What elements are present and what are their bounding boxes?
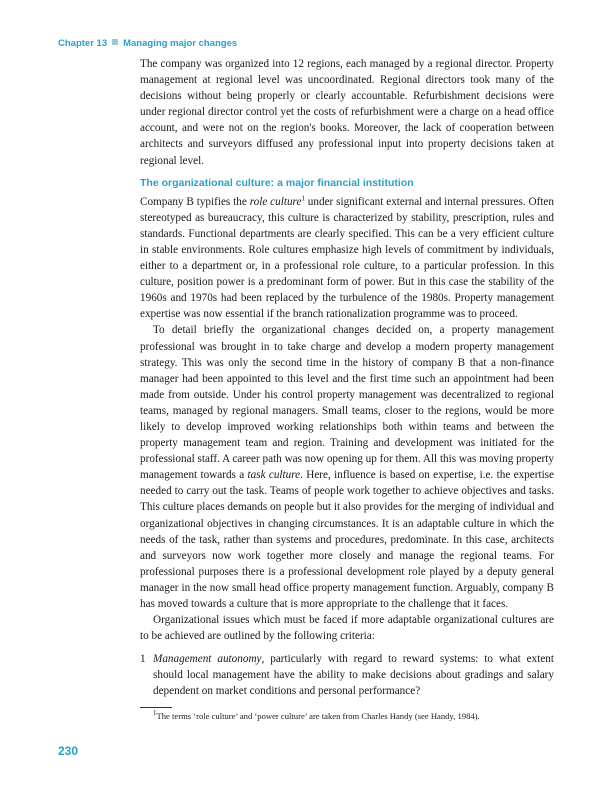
- footnote: [140, 710, 554, 722]
- footnote-marker: 1: [153, 708, 157, 717]
- running-header: [58, 38, 237, 49]
- paragraph-1: The company was organized into 12 regions, each managed by a regional director. Property management at regional level was uncoordinated. Regional directors took many of the decisions without being properly or clearly accountable. Refurbishment decisions were under regional director control yet the costs of refurbishment were a charge on a head office account, and were not on the region's books. Moreover, the lack of cooperation between architects and surveyors diffused any professional input into property decisions taken at regional level.: [140, 58, 554, 167]
- paragraph-2-start: Company B typifies the: [140, 195, 250, 208]
- role-culture-term: role culture: [249, 195, 302, 208]
- criteria-list: [140, 651, 554, 699]
- paragraph-4: Organizational issues which must be faced if more adaptable organizational cultures are to be achieved are outlined by the following criteria:: [140, 614, 554, 643]
- page-body: [140, 56, 554, 722]
- chapter-title: Managing major changes: [123, 38, 238, 49]
- footnote-ref: 1: [301, 193, 305, 202]
- page-number: 230: [58, 744, 79, 758]
- paragraph-3-start: To detail briefly the organizational changes decided on, a property management professional was brought in to take charge and develop a modern property management strategy. This was only the second time in the history of company B that a non-finance manager had been appointed to this level and the first time such an appointment had been made from outside. Under his control property management was decentralized to regional teams, managed by regional managers. Small teams, closer to the regions, would be more likely to develop improved working relationships both within teams and between the property management team and region. Training and development was initiated for the professional staff. A career path was now opening up for them. All this was moving property management towards a: [140, 324, 554, 482]
- footnote-text: The terms ‘role culture’ and ‘power culture’ are taken from Charles Handy (see Handy, 1984).: [156, 710, 480, 721]
- square-separator-icon: [112, 39, 118, 45]
- paragraph-3-rest: . Here, influence is based on expertise, i.e. the expertise needed to carry out the task. Teams of people work together to achieve objectives and tasks. This culture places demands on people but it also provides for the merging of individual and organizational objectives in changing circumstances. It is an adaptable culture in which the needs of the task, rather than systems and procedures, predominate. In this case, architects and surveyors now work together more closely and manage the regional teams. For professional purposes there is a professional development role played by a deputy general manager in the now small head office property management function. Arguably, company B has moved towards a culture that is more appropriate to the challenge that it faces.: [140, 469, 555, 610]
- list-item: [140, 651, 554, 699]
- chapter-label: Chapter 13: [58, 38, 108, 49]
- list-item-term: Management autonomy: [153, 653, 262, 666]
- paragraph-2-rest: under significant external and internal pressures. Often stereotyped as bureaucracy, this culture is characterized by stability, prescription, rules and standards. Functional departments are clearly specified. This can be a very efficient culture in stable environments. Role cultures emphasize high levels of commitment by individuals, either to a department or, in a professional role culture, to a particular profession. In this culture, position power is a predominant form of power. But in this case the stability of the 1960s and 1970s had been replaced by the turbulence of the 1980s. Property management expertise was now essential if the branch rationalization programme was to proceed.: [140, 195, 554, 321]
- footnote-divider: [140, 707, 172, 708]
- paragraph-3: [140, 322, 554, 612]
- section-heading: The organizational culture: a major financial institution: [140, 176, 414, 189]
- task-culture-term: task culture: [247, 469, 301, 482]
- paragraph-2: [140, 194, 554, 323]
- list-item-text: , particularly with regard to reward systems: to what extent should local management have the ability to make decisions about gradings and salary dependent on market conditions and personal performance?: [153, 653, 555, 698]
- list-item-number: 1: [140, 653, 146, 666]
